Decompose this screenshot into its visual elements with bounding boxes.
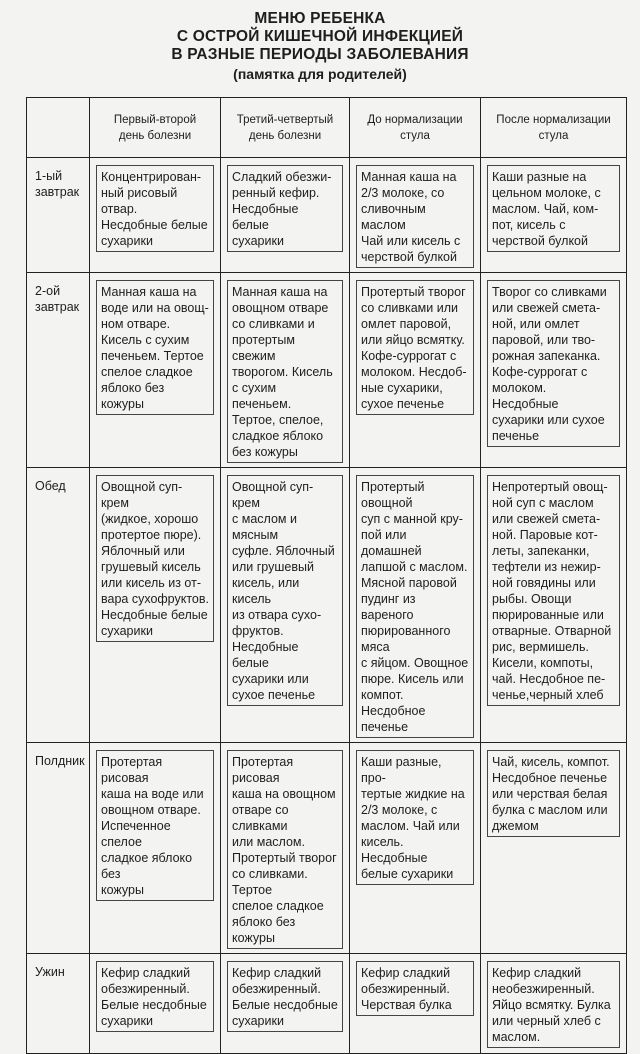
menu-cell xyxy=(90,158,221,273)
table-row xyxy=(27,468,627,743)
menu-text: Протертая рисовая каша на воде или овощном отваре. Испеченное спелое сладкое яблоко без кожуры xyxy=(96,750,214,901)
menu-text: Манная каша на 2/3 молоке, со сливочным маслом Чай или кисель с черствой булкой xyxy=(356,165,474,268)
menu-text: Кефир сладкий обезжиренный. Черствая булка xyxy=(356,961,474,1016)
column-header-text: Третий-четвертый день болезни xyxy=(236,113,334,142)
title-subtitle: (памятка для родителей) xyxy=(233,66,407,82)
title-line-3: В РАЗНЫЕ ПЕРИОДЫ ЗАБОЛЕВАНИЯ xyxy=(171,46,469,63)
menu-cell xyxy=(350,158,481,273)
meal-label: Обед xyxy=(35,479,66,493)
menu-text: Овощной суп-крем с маслом и мясным суфле. Яблочный или грушевый кисель, или кисель из отвара сухо- фруктов. Несдобные белые сухарики или сухое печенье xyxy=(227,475,343,706)
column-header-text: Первый-второй день болезни xyxy=(113,113,197,142)
table-row xyxy=(27,273,627,468)
menu-text: Кефир сладкий необезжиренный. Яйцо всмятку. Булка или черный хлеб с маслом. xyxy=(487,961,620,1048)
title-line-2: С ОСТРОЙ КИШЕЧНОЙ ИНФЕКЦИЕЙ xyxy=(176,28,464,45)
meal-label: Ужин xyxy=(35,965,65,979)
menu-text: Манная каша на воде или на овощ- ном отваре. Кисель с сухим печеньем. Тертое спелое сладкое яблоко без кожуры xyxy=(96,280,214,415)
menu-text: Каши разные, про- тертые жидкие на 2/3 молоке, с маслом. Чай или кисель. Несдобные белые сухарики xyxy=(356,750,474,885)
menu-cell xyxy=(481,468,627,743)
menu-text: Сладкий обезжи- ренный кефир. Несдобные белые сухарики xyxy=(227,165,343,252)
menu-text: Чай, кисель, компот. Несдобное печенье или черствая белая булка с маслом или джемом xyxy=(487,750,620,837)
meal-label: 1-ый завтрак xyxy=(35,169,80,199)
meal-cell xyxy=(27,743,90,954)
meal-cell xyxy=(27,954,90,1054)
column-header xyxy=(90,98,221,158)
menu-cell xyxy=(221,273,350,468)
menu-text: Непротертый овощ- ной суп с маслом или свежей смета- ной. Паровые кот- леты, запеканки, тефтели из нежир- ной говядины или рыбы. Овощи пюрированные или отварные. Отварной рис, вермишель. Кисели, компоты, чай. Несдобное пе- ченье,черный хлеб xyxy=(487,475,620,706)
column-header xyxy=(221,98,350,158)
document-title xyxy=(0,10,640,84)
menu-cell xyxy=(350,468,481,743)
table-row xyxy=(27,954,627,1054)
menu-cell xyxy=(90,954,221,1054)
menu-cell xyxy=(221,954,350,1054)
meal-label: 2-ой завтрак xyxy=(35,284,80,314)
meal-label: Полдник xyxy=(35,754,85,768)
menu-cell xyxy=(90,743,221,954)
corner-cell xyxy=(27,98,90,158)
menu-text: Каши разные на цельном молоке, с маслом. Чай, ком- пот, кисель с черствой булкой xyxy=(487,165,620,252)
table-row xyxy=(27,158,627,273)
menu-table xyxy=(26,97,627,1054)
menu-text: Кефир сладкий обезжиренный. Белые несдобные сухарики xyxy=(96,961,214,1032)
column-header-text: После нормализации стула xyxy=(496,113,611,142)
header-row xyxy=(27,98,627,158)
menu-cell xyxy=(350,743,481,954)
menu-cell xyxy=(350,273,481,468)
menu-text: Творог со сливками или свежей смета- ной, или омлет паровой, или тво- рожная запеканка. Кофе-суррогат с молоком. Несдобные сухарики или сухое печенье xyxy=(487,280,620,447)
column-header xyxy=(350,98,481,158)
meal-cell xyxy=(27,158,90,273)
menu-text: Протертый творог со сливками или омлет паровой, или яйцо всмятку. Кофе-суррогат с молоком. Несдоб- ные сухарики, сухое печенье xyxy=(356,280,474,415)
menu-cell xyxy=(481,954,627,1054)
title-line-1: МЕНЮ РЕБЕНКА xyxy=(254,10,386,27)
meal-cell xyxy=(27,273,90,468)
meal-cell xyxy=(27,468,90,743)
table-row xyxy=(27,743,627,954)
menu-text: Концентрирован- ный рисовый отвар. Несдобные белые сухарики xyxy=(96,165,214,252)
menu-cell xyxy=(481,273,627,468)
column-header xyxy=(481,98,627,158)
menu-cell xyxy=(350,954,481,1054)
menu-text: Кефир сладкий обезжиренный. Белые несдобные сухарики xyxy=(227,961,343,1032)
menu-text: Манная каша на овощном отваре со сливками и протертым свежим творогом. Кисель с сухим печеньем. Тертое, спелое, сладкое яблоко без кожуры xyxy=(227,280,343,463)
menu-cell xyxy=(90,468,221,743)
menu-cell xyxy=(221,158,350,273)
menu-cell xyxy=(481,158,627,273)
menu-cell xyxy=(221,743,350,954)
menu-text: Протертый овощной суп с манной кру- пой или домашней лапшой с маслом. Мясной паровой пудинг из вареного пюрированного мяса с яйцом. Овощное пюре. Кисель или компот. Несдобное печенье xyxy=(356,475,474,738)
menu-cell xyxy=(481,743,627,954)
menu-cell xyxy=(90,273,221,468)
menu-cell xyxy=(221,468,350,743)
menu-text: Протертая рисовая каша на овощном отваре со сливками или маслом. Протертый творог со сливками. Тертое спелое сладкое яблоко без кожуры xyxy=(227,750,343,949)
column-header-text: До нормализации стула xyxy=(367,113,463,142)
menu-text: Овощной суп-крем (жидкое, хорошо протертое пюре). Яблочный или грушевый кисель или кисель из от- вара сухофруктов. Несдобные белые сухарики xyxy=(96,475,214,642)
